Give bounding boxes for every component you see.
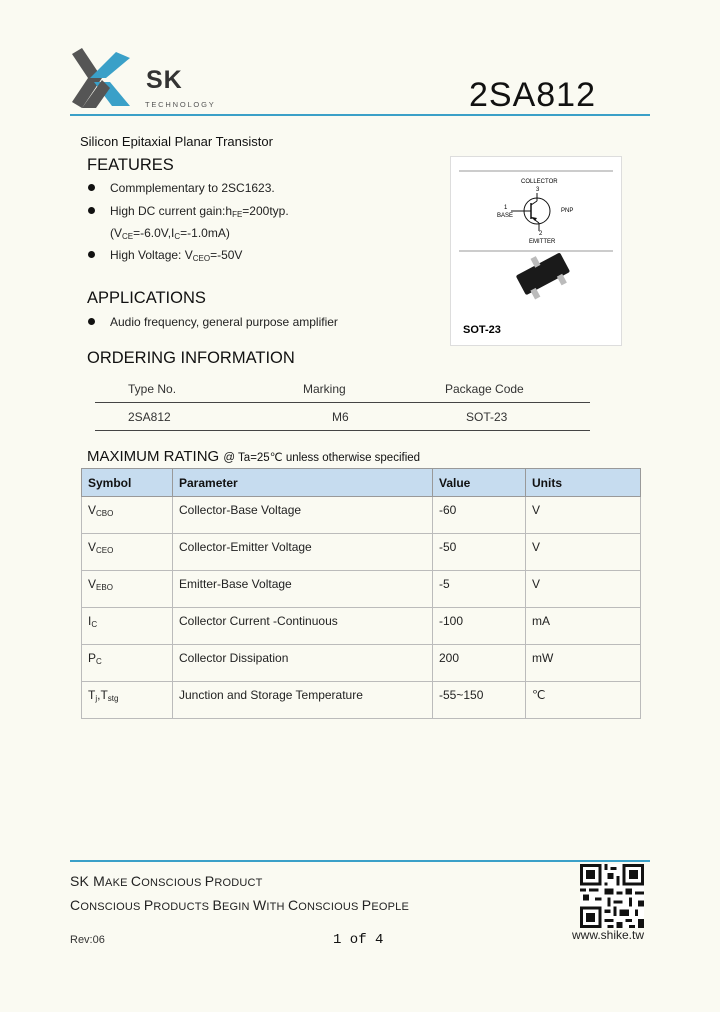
ordering-cell: 2SA812 xyxy=(128,410,171,424)
feature-item: High Voltage: $V_{CEO}=-50V$ xyxy=(110,248,242,263)
table-header-row: Symbol Parameter Value Units xyxy=(82,469,641,497)
pnp-label: PNP xyxy=(561,208,574,214)
sot23-package-icon xyxy=(512,245,574,302)
bullet-icon xyxy=(88,184,95,191)
revision-label: Rev:06 xyxy=(70,934,105,946)
feature-item: Commplementary to 2SC1623. xyxy=(110,181,275,195)
ordering-header-marking: Marking xyxy=(303,382,346,396)
svg-text:1: 1 xyxy=(504,205,508,211)
qr-code-icon xyxy=(580,864,644,928)
ordering-cell: M6 xyxy=(332,410,349,424)
subtitle: Silicon Epitaxial Planar Transistor xyxy=(80,134,273,149)
collector-label: COLLECTOR xyxy=(521,179,558,185)
table-row: $P_C$ Collector Dissipation 200 mW xyxy=(82,645,641,682)
sk-logo-icon xyxy=(72,48,132,108)
bullet-icon xyxy=(88,207,95,214)
svg-text:3: 3 xyxy=(536,187,540,193)
ordering-divider xyxy=(95,430,590,431)
bullet-icon xyxy=(88,318,95,325)
base-label: BASE xyxy=(497,213,514,219)
svg-text:2: 2 xyxy=(539,231,543,237)
emitter-label: EMITTER xyxy=(529,239,556,245)
slogan-line-1: SK MAKE CONSCIOUS PRODUCT xyxy=(70,873,263,889)
table-row: $V_{EBO}$ Emitter-Base Voltage -5 V xyxy=(82,571,641,608)
ordering-header-type: Type No. xyxy=(128,382,177,396)
ordering-header-package: Package Code xyxy=(445,382,524,396)
logo-text: SK xyxy=(146,66,183,94)
package-name: SOT-23 xyxy=(463,324,501,336)
feature-condition: $(V_{CE}=-6.0V,I_C=-1.0mA)$ xyxy=(110,226,230,241)
rating-condition: @ Ta=25℃ unless otherwise specified xyxy=(223,452,421,464)
logo-subtext: TECHNOLOGY xyxy=(145,100,216,109)
table-row: $V_{CEO}$ Collector-Emitter Voltage -50 V xyxy=(82,534,641,571)
max-rating-table xyxy=(81,468,641,719)
package-diagram xyxy=(450,156,622,346)
table-row: $I_C$ Collector Current -Continuous -100 mA xyxy=(82,608,641,645)
slogan-line-2: CONSCIOUS PRODUCTS BEGIN WITH CONSCIOUS PEOPLE xyxy=(70,897,410,913)
rating-heading: MAXIMUM RATING @ Ta=25℃ unless otherwise specified xyxy=(87,448,421,465)
website-link[interactable]: www.shike.tw xyxy=(572,928,645,942)
ordering-cell: SOT-23 xyxy=(466,410,508,424)
application-item: Audio frequency, general purpose amplifier xyxy=(110,315,338,329)
pnp-transistor-diagram xyxy=(451,157,621,345)
ordering-divider xyxy=(95,402,590,403)
footer-divider xyxy=(70,860,650,862)
part-number-title: 2SA812 xyxy=(469,76,596,114)
table-row: $V_{CBO}$ Collector-Base Voltage -60 V xyxy=(82,497,641,534)
features-heading: FEATURES xyxy=(87,156,174,174)
bullet-icon xyxy=(88,251,95,258)
page-indicator: 1 of 4 xyxy=(333,932,384,948)
header-divider xyxy=(70,114,650,116)
applications-heading: APPLICATIONS xyxy=(87,289,206,307)
table-row: $T_j,T_{stg}$ Junction and Storage Temperature -55~150 ℃ xyxy=(82,682,641,719)
feature-item: High DC current $gain:h_{FE}=200typ$. xyxy=(110,204,289,219)
ordering-heading: ORDERING INFORMATION xyxy=(87,349,295,367)
